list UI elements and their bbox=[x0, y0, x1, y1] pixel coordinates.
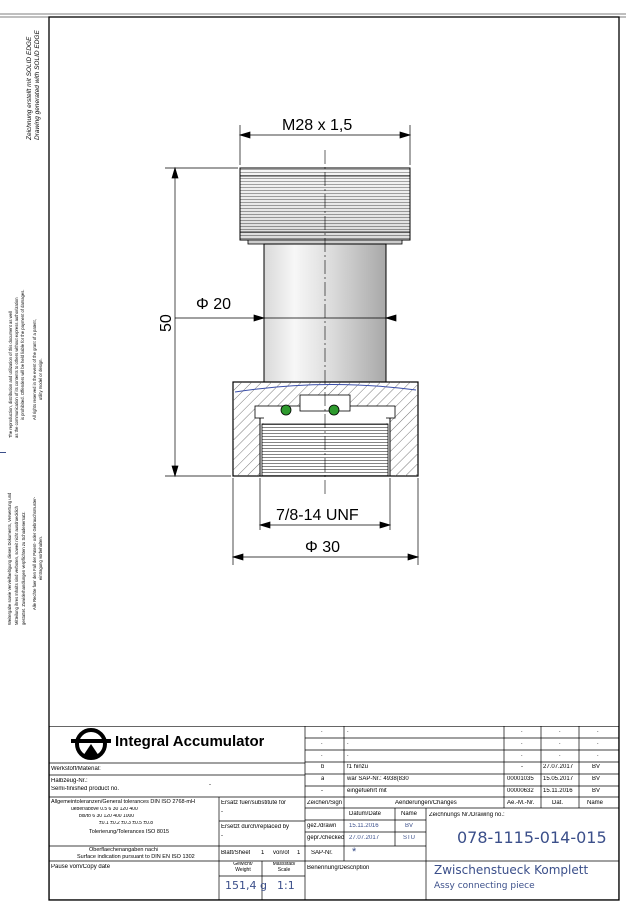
oring-right bbox=[329, 405, 339, 415]
rev-header-sign: Zeichen/Sign bbox=[307, 800, 343, 806]
rev-header-no: Ae.-M.-Nr. bbox=[507, 800, 535, 806]
tolerance-row-1: ueber/above 0.5 6 30 120 400 bbox=[71, 807, 138, 812]
solid-edge-note-de: Zeichnung erstellt mit SOLID EDGE bbox=[26, 36, 33, 140]
dim-thread-top: M28 x 1,5 bbox=[282, 117, 353, 134]
sheet-label: Blatt/Sheet bbox=[221, 850, 251, 856]
dim-outer-diameter: Φ 30 bbox=[305, 539, 341, 556]
tolerance-row-2: bis/to 6 30 120 400 1000 bbox=[79, 814, 135, 819]
tolerance-row-3: ±0.1 ±0.2 ±0.3 ±0.5 ±0.8 bbox=[99, 821, 154, 826]
tolerance-iso: Tolerierung/Tolerances ISO 8015 bbox=[89, 829, 170, 835]
oring-left bbox=[281, 405, 291, 415]
description-de: Zwischenstueck Komplett bbox=[434, 864, 589, 877]
title-block: Integral Accumulator Werkstoff/Material: Halbzeug-Nr.: Semi-finished product no. - Allgemeintoleranzen/General tolerances DIN ISO 2768-mH ueber/above 0.5 6 30 120 400 bis/to 6 30 120 400 1000 ±0.1 ±0.2 ±0.3 ±0.5 ±0.8 Tolerierung/Tolerances ISO 8015 Oberflaechenangaben nach/ Surface indication pursuant to DIN EN ISO 1302 Ersatz fuer/substitute for - Ersetzt durch/replaced by - Blatt/Sheet 1 von/of 1 SAP-Nr. * Pause vom/Copy date Gewicht/ Weight 151,4 g Massstab/ Scale 1:1 Benennung/Description Zwischenstueck Komplett Assy connecting piece Zeichnungs Nr./Drawing no.: 078-1115-014-015 Datum/Date Name gez./drawn 15.11.2016 BV gepr./checked 27.07.2017 STU Zeichen/Sign Aenderungen/Changes Ae.-M.-Nr. Dat. Name . . . . . . . . . . . . . . . b f1 hinzu - 27.07.2017 BV a war SAP-Nr.: 4938(830 00001035 15.05.2017 BV - eingefuehrt mit 00000632 15.11.2016 BV bbox=[49, 726, 619, 900]
drawing-sheet: Zeichnung erstellt mit SOLID EDGE Drawing generated with SOLID EDGE The reproduction, distribution and utilization of this document as well as the communication of its contents to others without express authorization is prohibited. Offenders will be held liable for the payment of damages. All rights reserved in the event of the grant of a patent, utility model or design. Weitergabe sowie Vervielfaeltigung dieses Dokuments, Verwertung und Mitteilung ihres Inhalts sind verboten, soweit nicht ausdruecklich gestattet. Zuwiderhandlungen verpflichten zu Schadenersatz. Alle Rechte fuer den Fall der Patent- oder Gebrauchsmuster- eintragung vorbehalten. M28 x 1,5 50 Φ 20 7/8-14 UNF Φ 30 Integral Accumulator Werkstoff/Material: Halbzeug-Nr.: Semi-finished product no. - Allgemeintoleranzen/General tolerances DIN ISO 2768-mH ueber/above 0.5 6 30 120 400 bis/to 6 30 120 400 1000 ±0.1 ±0.2 ±0.3 ±0.5 ±0.8 Tolerierung/Tolerances ISO 8015 Oberflaechenangaben nach/ Surface indication pursuant to DIN EN ISO 1302 Ersatz fuer/substitute for - Ersetzt durch/replaced by - Blatt/Sheet 1 von/of 1 SAP-Nr. * Pause vom/Copy date Gewicht/ Weight 151,4 g Massstab/ Scale 1:1 Benennung/Description Zwischenstueck Komplett Assy connecting piece Zeichnungs Nr./Drawing no.: 078-1115-014-015 Datum/Date Name gez./drawn 15.11.2016 BV gepr./checked 27.07.2017 STU Zeichen/Sign Aenderungen/Changes Ae.-M.-Nr. Dat. Name . . . . . . . . . . . . . . . b f1 hinzu - 27.07.2017 BV a war SAP-Nr.: 4938(830 00001035 15.05.2017 BV - eingefuehrt mit 00000632 15.11.2016 BV bbox=[0, 0, 626, 904]
drawing-no-label: Zeichnungs Nr./Drawing no.: bbox=[429, 812, 505, 818]
description-label: Benennung/Description bbox=[307, 865, 370, 871]
sap-value: * bbox=[352, 846, 357, 858]
scale-label: Massstab/ Scale bbox=[272, 862, 296, 873]
sheet-value: 1 bbox=[261, 850, 265, 856]
dim-height: 50 bbox=[158, 314, 175, 332]
surface-en: Surface indication pursuant to DIN EN ISO 1302 bbox=[77, 854, 195, 860]
replaces-label: Ersatz fuer/substitute for bbox=[221, 800, 287, 806]
date-header: Datum/Date bbox=[349, 811, 382, 817]
dim-thread-bottom: 7/8-14 UNF bbox=[276, 507, 359, 524]
replaces-value: - bbox=[221, 809, 223, 815]
weight-label: Gewicht/ Weight bbox=[233, 862, 253, 873]
dim-shaft-diameter: Φ 20 bbox=[196, 296, 232, 313]
bottom-nut-section bbox=[233, 382, 418, 476]
rev-header-date: Dat. bbox=[552, 800, 564, 806]
scale-value: 1:1 bbox=[277, 880, 295, 892]
sap-label: SAP-Nr. bbox=[311, 850, 333, 856]
checked-name: STU bbox=[403, 835, 415, 841]
company-name: Integral Accumulator bbox=[115, 733, 265, 750]
rev-header-name: Name bbox=[587, 800, 604, 806]
drawing-number: 078-1115-014-015 bbox=[457, 829, 607, 847]
surface-de: Oberflaechenangaben nach/ bbox=[89, 847, 159, 853]
material-label: Werkstoff/Material: bbox=[51, 766, 101, 772]
copy-date-label: Pause vom/Copy date bbox=[51, 864, 111, 870]
replaced-by-value: - bbox=[221, 833, 223, 839]
sheet-of-label: von/of bbox=[273, 850, 290, 856]
solid-edge-note-en: Drawing generated with SOLID EDGE bbox=[34, 30, 41, 140]
weight-value: 151,4 g bbox=[225, 880, 267, 892]
drawn-name: BV bbox=[405, 823, 414, 829]
drawn-date: 15.11.2016 bbox=[349, 823, 379, 829]
semi-value: - bbox=[209, 782, 211, 788]
description-en: Assy connecting piece bbox=[434, 881, 535, 891]
rev-header-changes: Aenderungen/Changes bbox=[395, 800, 457, 806]
tolerance-title: Allgemeintoleranzen/General tolerances DIN ISO 2768-mH bbox=[51, 799, 195, 805]
company-logo bbox=[71, 730, 111, 758]
name-header: Name bbox=[401, 811, 418, 817]
semi-label-en: Semi-finished product no. bbox=[51, 786, 120, 792]
checked-date: 27.07.2017 bbox=[349, 835, 380, 841]
sheet-of-value: 1 bbox=[297, 850, 301, 856]
replaced-by-label: Ersetzt durch/replaced by bbox=[221, 824, 290, 830]
drawn-label: gez./drawn bbox=[307, 823, 337, 829]
checked-label: gepr./checked bbox=[307, 835, 345, 841]
semi-label-de: Halbzeug-Nr.: bbox=[51, 778, 88, 784]
